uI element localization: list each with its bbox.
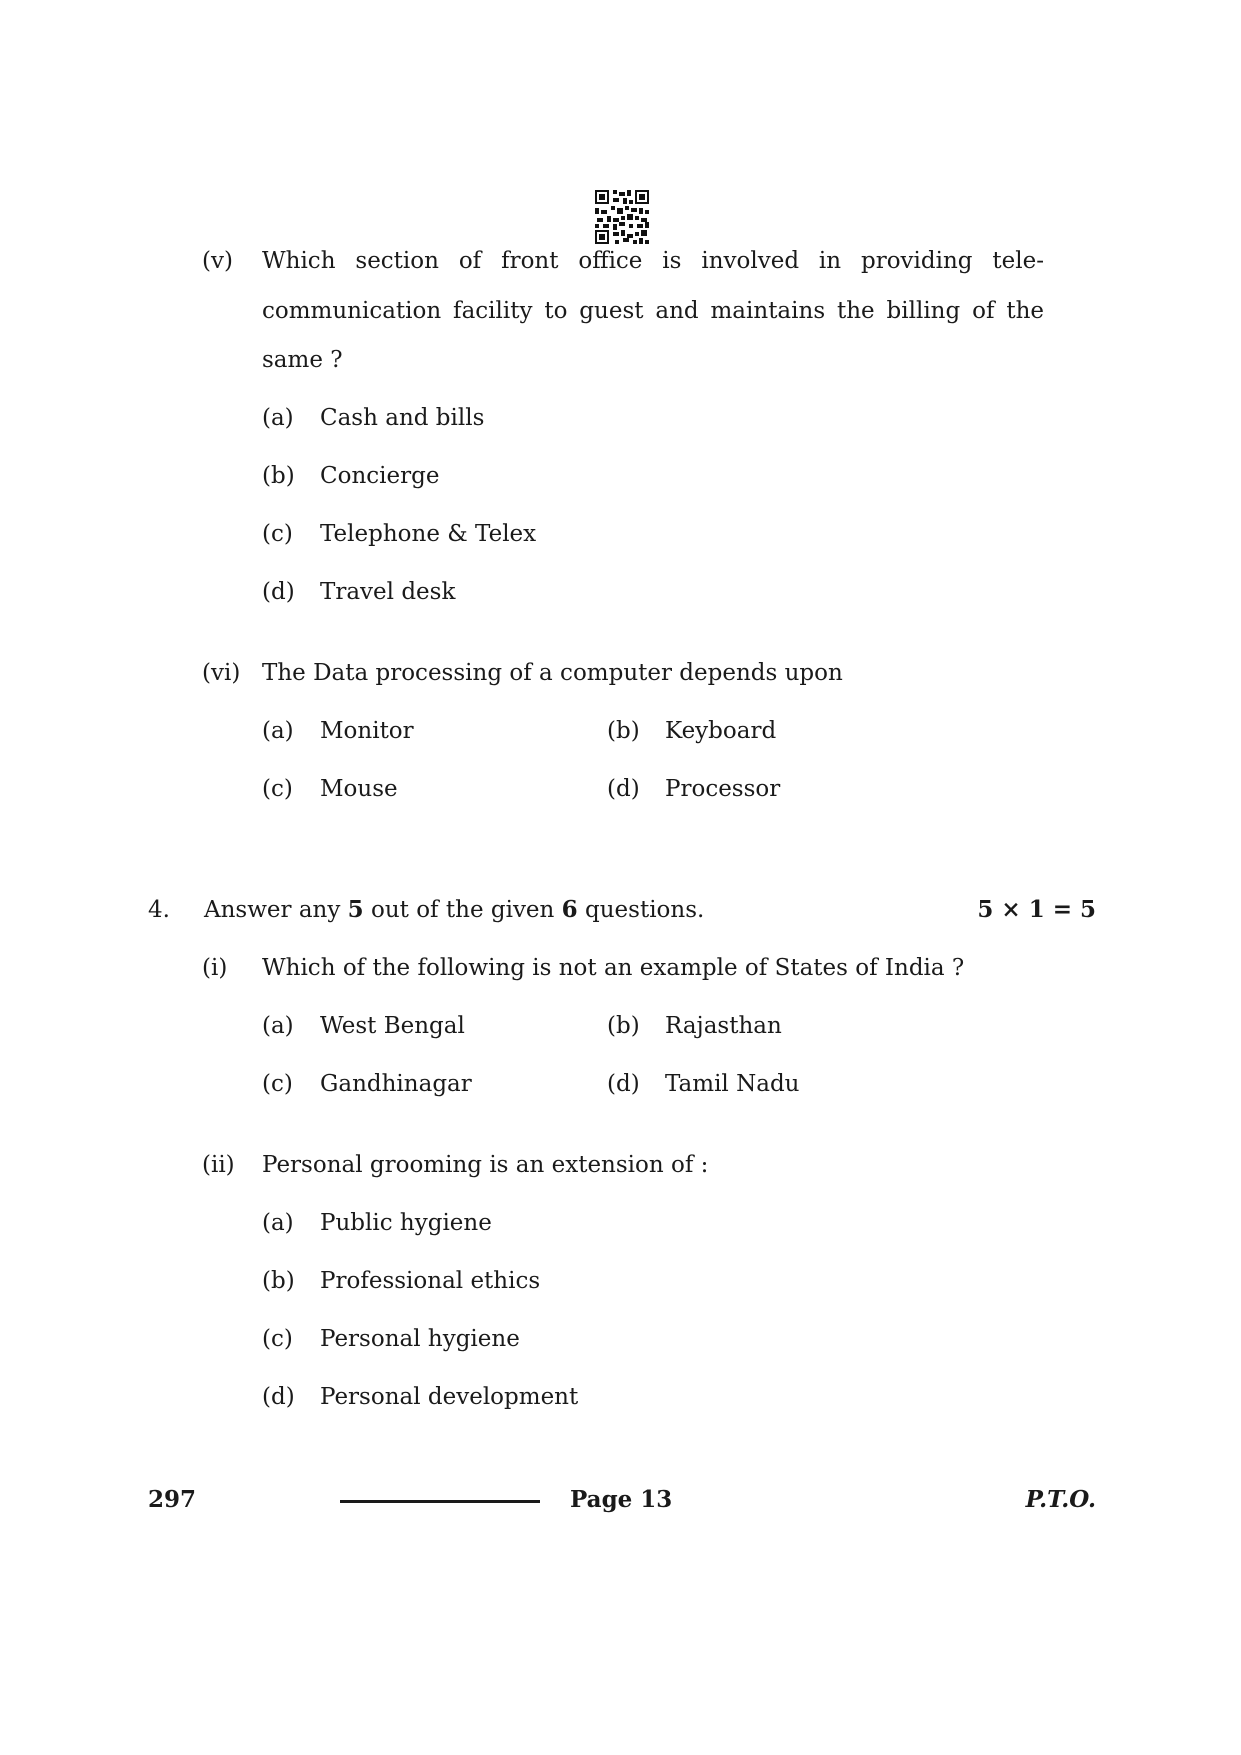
option-text: Mouse (320, 776, 398, 802)
option-label: (a) (262, 718, 294, 744)
question-instruction: Answer any 5 out of the given 6 questions. (204, 896, 705, 923)
option-text: Professional ethics (320, 1268, 541, 1294)
option-text: Gandhinagar (320, 1071, 472, 1097)
option-label: (c) (262, 776, 293, 802)
option-label: (b) (262, 1268, 295, 1294)
question-number: (i) (202, 955, 228, 981)
marks-allocation: 5 × 1 = 5 (977, 896, 1096, 923)
question-text: Which section of front office is involved in providing tele- (262, 248, 1044, 274)
option-text: Public hygiene (320, 1210, 492, 1236)
option-text: Keyboard (665, 718, 777, 744)
qr-code-icon (595, 190, 649, 244)
option-text: Personal development (320, 1384, 579, 1410)
question-number: (vi) (202, 660, 241, 686)
option-label: (c) (262, 1326, 293, 1352)
option-label: (a) (262, 1210, 294, 1236)
option-label: (d) (607, 776, 640, 802)
option-label: (b) (262, 463, 295, 489)
paper-code: 297 (148, 1486, 197, 1513)
option-text: Personal hygiene (320, 1326, 520, 1352)
option-text: Tamil Nadu (665, 1071, 800, 1097)
option-text: Rajasthan (665, 1013, 782, 1039)
option-text: West Bengal (320, 1013, 465, 1039)
option-label: (c) (262, 1071, 293, 1097)
option-label: (d) (262, 579, 295, 605)
option-label: (b) (607, 1013, 640, 1039)
question-text: communication facility to guest and maintains the billing of the (262, 298, 1044, 324)
option-label: (a) (262, 1013, 294, 1039)
question-number: (v) (202, 248, 233, 274)
option-text: Telephone & Telex (320, 521, 537, 547)
question-text: same ? (262, 347, 343, 373)
question-number: 4. (148, 897, 170, 923)
option-label: (b) (607, 718, 640, 744)
option-text: Processor (665, 776, 781, 802)
option-text: Monitor (320, 718, 414, 744)
option-text: Travel desk (320, 579, 456, 605)
option-text: Cash and bills (320, 405, 485, 431)
option-label: (c) (262, 521, 293, 547)
question-number: (ii) (202, 1152, 235, 1178)
option-text: Concierge (320, 463, 440, 489)
question-text: The Data processing of a computer depends upon (262, 660, 843, 686)
pto-label: P.T.O. (1025, 1486, 1096, 1513)
option-label: (d) (262, 1384, 295, 1410)
question-text: Which of the following is not an example of States of India ? (262, 955, 965, 981)
page-number: Page 13 (570, 1486, 673, 1513)
footer-divider (340, 1500, 540, 1503)
question-text: Personal grooming is an extension of : (262, 1152, 709, 1178)
option-label: (d) (607, 1071, 640, 1097)
option-label: (a) (262, 405, 294, 431)
